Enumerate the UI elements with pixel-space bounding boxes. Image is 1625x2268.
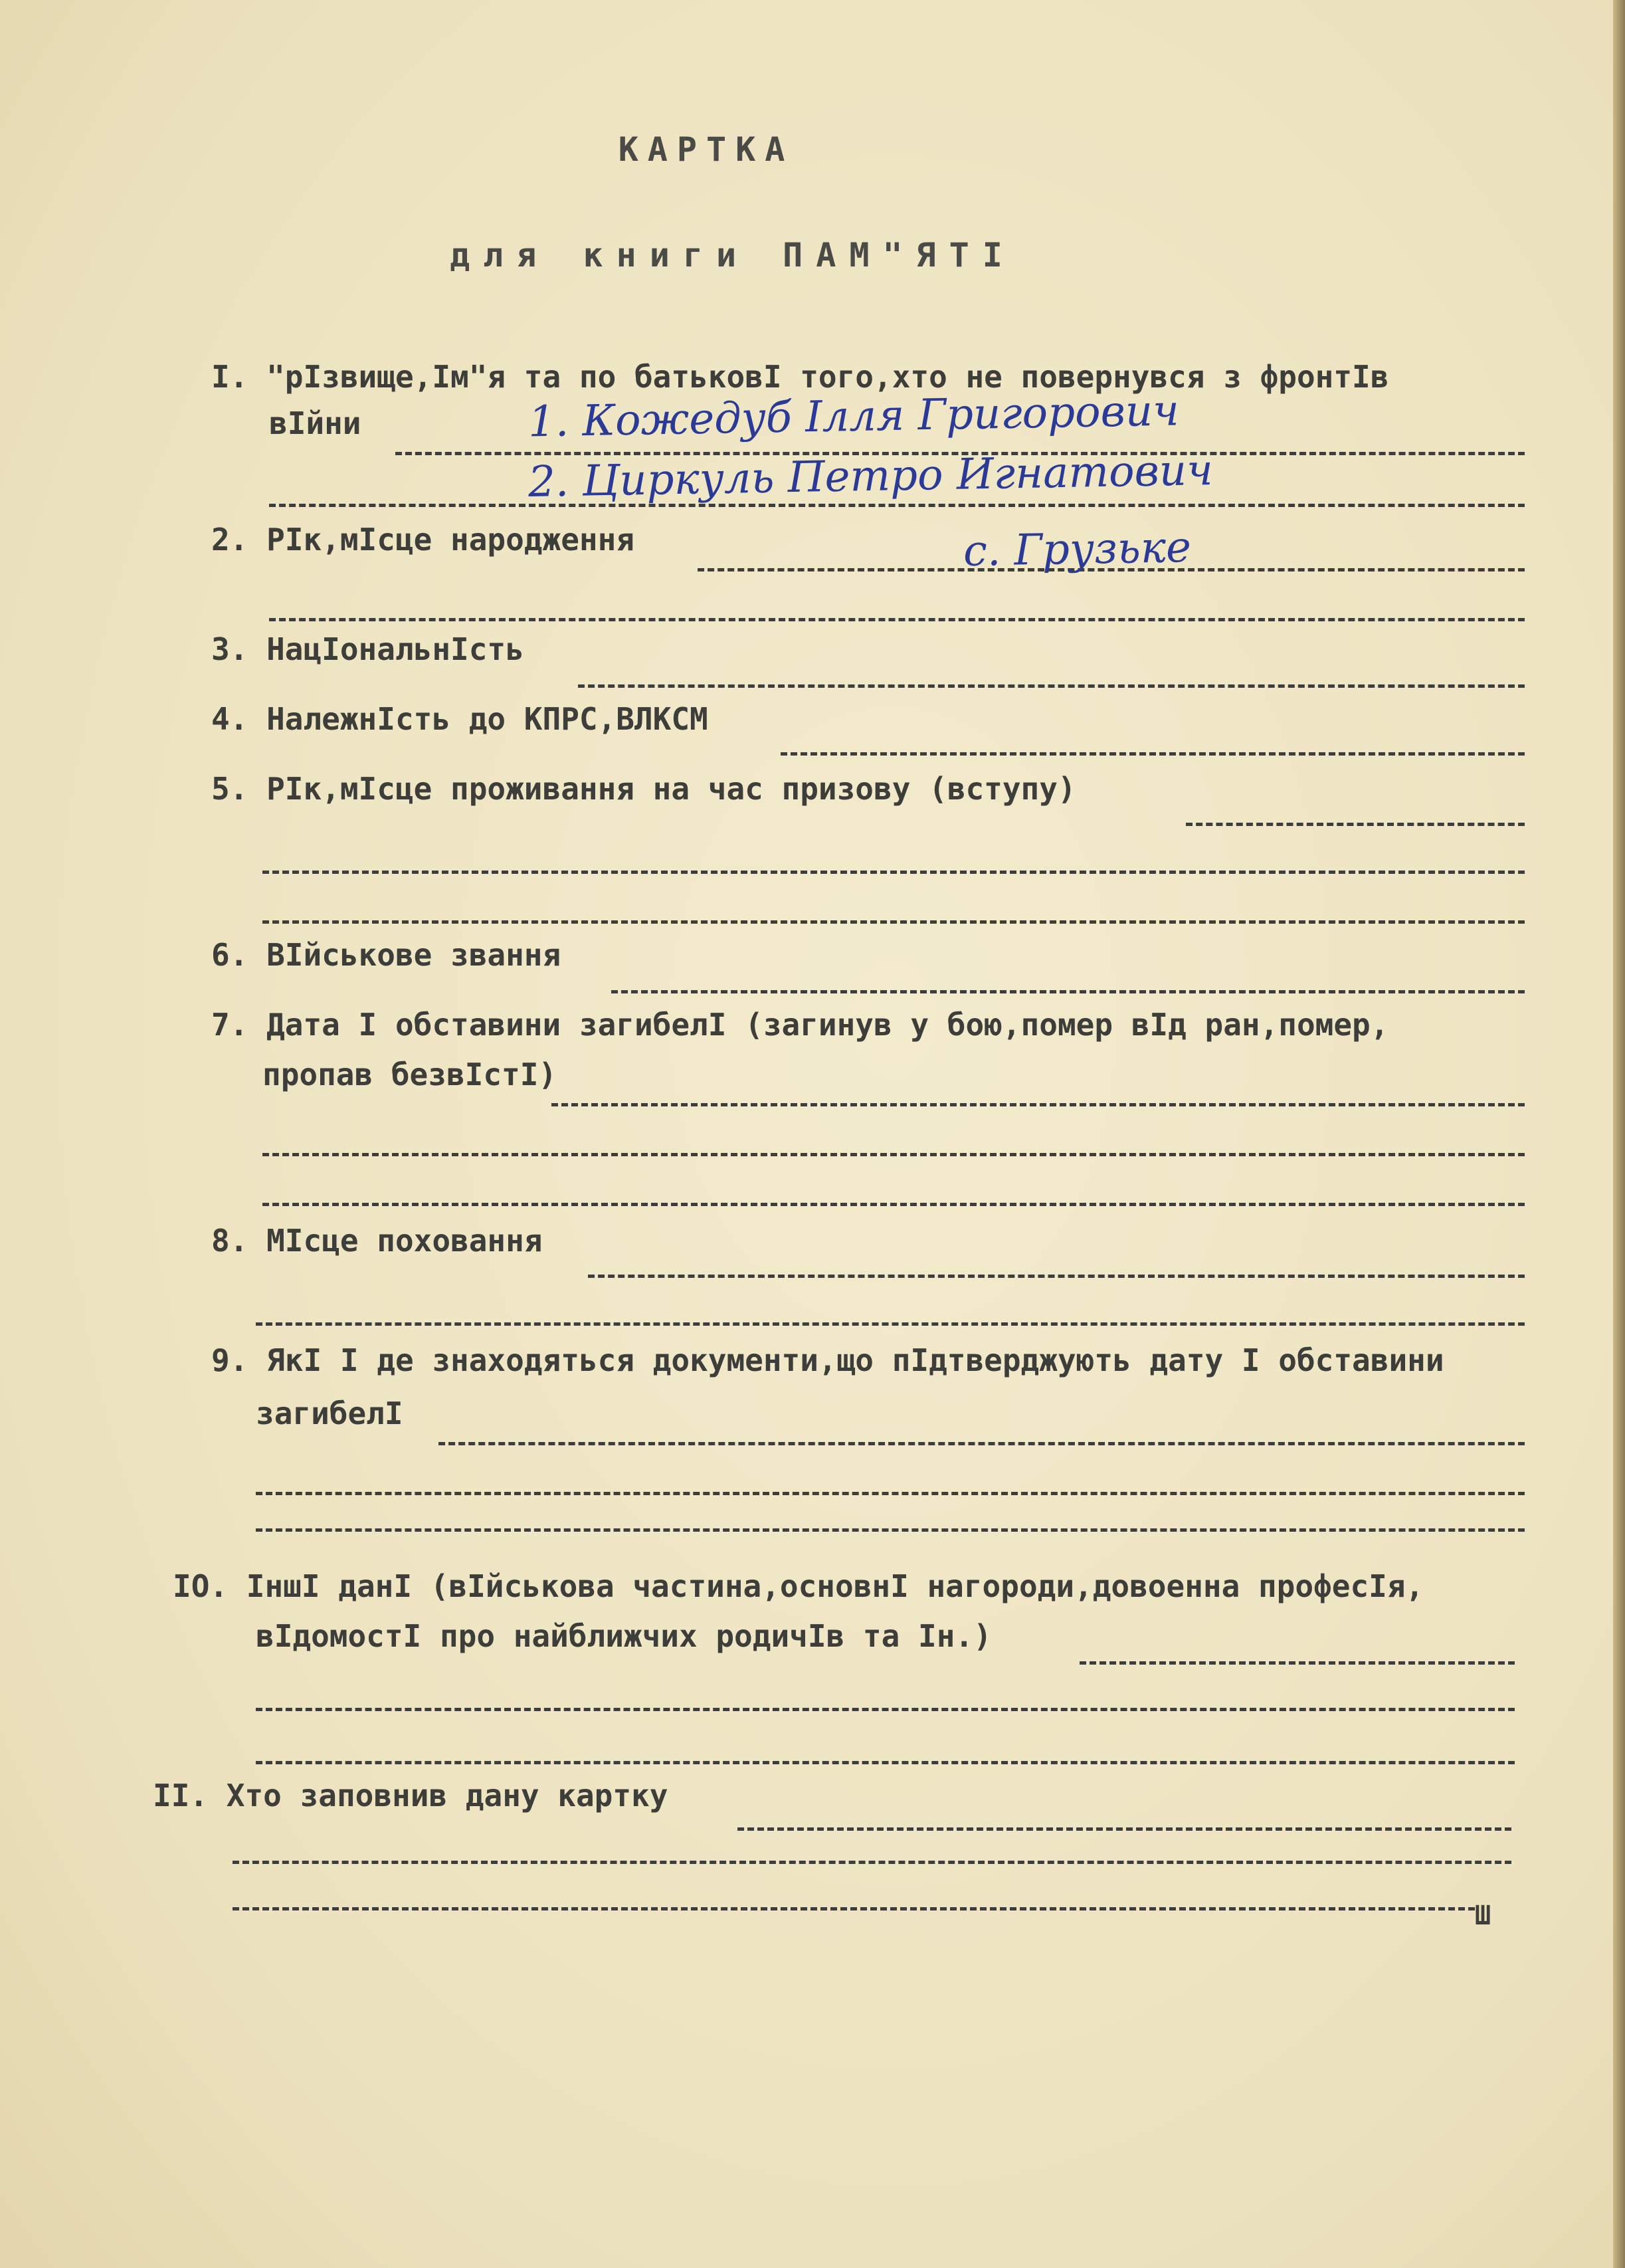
death-line-3[interactable] (262, 1203, 1525, 1206)
field-label-name-line2: вІйни (269, 405, 361, 441)
filled-by-line-3[interactable] (233, 1907, 1475, 1910)
burial-line-1[interactable] (588, 1275, 1525, 1278)
rank-line[interactable] (611, 990, 1525, 993)
other-line-3[interactable] (256, 1761, 1515, 1764)
death-line-2[interactable] (262, 1153, 1525, 1156)
death-line-1[interactable] (551, 1103, 1525, 1106)
field-label-death-line2: пропав безвІстІ) (262, 1057, 557, 1092)
field-label-nationality: 3. НацІональнІсть (211, 631, 524, 667)
field-label-residence: 5. РІк,мІсце проживання на час призову (вступу) (211, 771, 1076, 807)
corner-mark: Ш (1475, 1901, 1491, 1931)
document-subtitle: для книги ПАМ"ЯТІ (450, 236, 1016, 274)
field-label-burial: 8. МІсце поховання (211, 1223, 543, 1259)
handwritten-name-2: 2. Циркуль Петро Игнатович (527, 446, 1214, 507)
document-title: КАРТКА (618, 130, 795, 169)
residence-line-2[interactable] (262, 871, 1525, 874)
paper-edge (1613, 0, 1625, 2268)
field-label-name-line1: I. "рІзвище,Ім"я та по батьковІ того,хто не повернувся з фронтІв (211, 359, 1389, 395)
handwritten-birthplace: с. Грузьке (963, 523, 1192, 576)
field-label-party: 4. НалежнІсть до КПРС,ВЛКСМ (211, 701, 708, 737)
name-line-2[interactable] (269, 504, 1525, 507)
documents-line-2[interactable] (256, 1492, 1525, 1495)
filled-by-line-2[interactable] (233, 1861, 1511, 1864)
field-label-other-line1: IO. ІншІ данІ (вІйськова частина,основнІ нагороди,довоенна професІя, (173, 1568, 1424, 1604)
field-label-rank: 6. ВІйськове звання (211, 937, 561, 973)
field-label-documents-line2: загибелІ (256, 1395, 403, 1431)
filled-by-line-1[interactable] (737, 1827, 1511, 1831)
field-label-documents-line1: 9. ЯкІ І де знаходяться документи,що пІдтверджують дату І обставини (211, 1342, 1444, 1378)
field-label-other-line2: вІдомостІ про найближчих родичІв та Ін.) (256, 1618, 992, 1654)
field-label-death-line1: 7. Дата І обставини загибелІ (загинув у бою,помер вІд ран,помер, (211, 1007, 1389, 1043)
residence-line-1[interactable] (1186, 823, 1525, 826)
party-line[interactable] (781, 752, 1525, 756)
birth-line-2[interactable] (269, 618, 1525, 621)
other-line-2[interactable] (256, 1708, 1515, 1711)
field-label-filled-by: II. Хто заповнив дану картку (153, 1778, 668, 1813)
documents-line-3[interactable] (256, 1528, 1525, 1532)
residence-line-3[interactable] (262, 920, 1525, 924)
documents-line-1[interactable] (438, 1442, 1525, 1445)
other-line-1[interactable] (1080, 1661, 1515, 1665)
handwritten-name-1: 1. Кожедуб Ілля Григорович (527, 386, 1180, 447)
field-label-birth: 2. РІк,мІсце народження (211, 522, 634, 558)
burial-line-2[interactable] (256, 1322, 1525, 1326)
nationality-line[interactable] (578, 684, 1525, 688)
